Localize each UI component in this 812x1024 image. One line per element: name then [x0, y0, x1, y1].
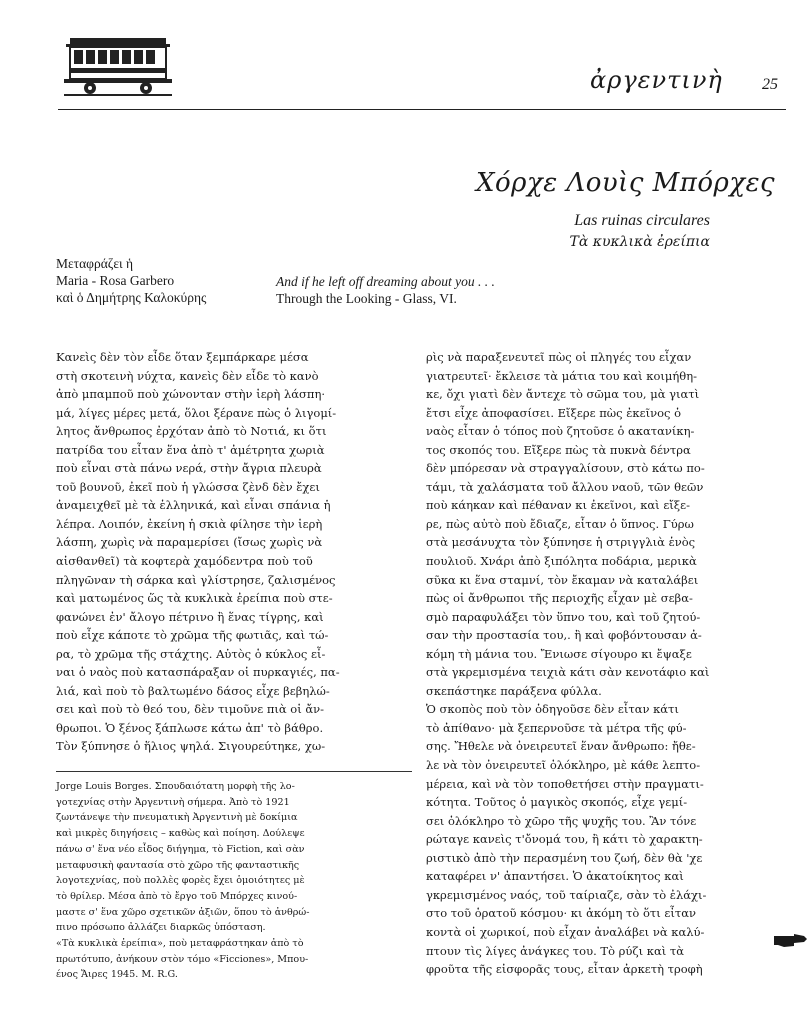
translator-line: Μεταφράζει ἡ	[56, 256, 134, 271]
text-line: φροῦτα τῆς εἰσφορᾶς τους, εἶταν ἀρκετὴ τροφὴ	[426, 962, 703, 977]
text-line: ποὺ κάηκαν καὶ πέθαναν κι ἐκεῖνοι, καὶ εἴξε-	[426, 498, 690, 513]
text-line: ρα, τὸ χρῶμα τῆς στάχτης. Αὐτὸς ὁ κύκλος εἶ-	[56, 646, 326, 661]
footnote-line: καὶ μικρὲς διηγήσεις – καθὼς καὶ ποίηση. Δούλεψε	[56, 828, 305, 840]
text-line: Κανεὶς δὲν τὸν εἶδε ὅταν ξεμπάρκαρε μέσα	[56, 350, 309, 364]
text-line: στὰ γκρεμισμένα τειχιὰ κάτι σὰν κενοτάφιο καὶ	[426, 665, 710, 680]
story-author: Χόρχε Λουὶς Μπόρχες	[476, 168, 776, 198]
text-line: ναὸς εἶταν ὁ τόπος ποὺ ζητοῦσε ὁ ακατανίκη-	[426, 424, 695, 439]
author-footnote	[56, 779, 414, 983]
translator-line: Maria - Rosa Garbero	[56, 273, 175, 288]
footnote-line: γοτεχνίας στὴν Ἀργεντινὴ σήμερα. Ἀπὸ τὸ 1921	[56, 796, 290, 808]
footnote-line: μεταφυσικὴ φαντασία στὸ χῶρο τῆς φανταστικῆς	[56, 859, 300, 871]
magazine-section-title: ἀργεντινὴ	[590, 66, 723, 94]
text-line: φανώνει ἐν' ἄλογο πέτρινο ἢ ἕνας τίγρης, καὶ	[56, 609, 324, 624]
text-line: σκεπάστηκε παράξενα φύλλα.	[426, 683, 602, 698]
text-line: μέρεια, καὶ νὰ τὸν τοποθετήσει στὴν πραγματι-	[426, 776, 704, 791]
text-line: ρε, πὼς αὐτὸ ποὺ ἔδιαζε, εἶταν ὁ ὕπνος. Γύρω	[426, 516, 694, 531]
text-line: λάσπη, χωρὶς νὰ παραμερίσει (ἴσως χωρὶς νὰ	[56, 535, 323, 550]
text-line: κοντὰ οἱ χωρικοί, ποὺ εἶχαν ἀναλάβει νὰ καλύ-	[426, 924, 705, 939]
text-line: Τὸν ξύπνησε ὁ ἥλιος ψηλά. Σιγουρεύτηκε, χω-	[56, 739, 326, 754]
text-line: τοῦ βουνοῦ, ἐκεῖ ποὺ ἡ γλώσσα ζὲνδ δὲν ἔχει	[56, 479, 320, 494]
header-divider	[58, 109, 786, 110]
text-line: καταφέρει ν' ἀπαντήσει. Ὁ ἀκατοίκητος καὶ	[426, 869, 684, 884]
text-line: τος σκοπός του. Εἴξερε πὼς τὰ πυκνὰ δέντρα	[426, 442, 691, 457]
footnote-line: πάνω σ' ἕνα νέο εἶδος διήγημα, τὸ Fiction, καὶ σὰν	[56, 843, 305, 855]
footnote-line: ζωντάνεψε τὴν πνευματικὴ Ἀργεντινὴ μὲ δοκίμια	[56, 812, 298, 824]
text-line: καὶ ματωμένος ὥς τὰ κυκλικὰ ἐρείπια ποὺ στε-	[56, 591, 333, 606]
text-line: λε νὰ τὸν ὀνειρευτεῖ ὁλόκληρο, μὲ κάθε λεπτο-	[426, 758, 701, 773]
text-line: ναι ὁ ναὸς ποὺ κατασπάραξαν οἱ πυρκαγιές, πα-	[56, 665, 340, 680]
text-line: ρώταγε κανεὶς τ'ὄνομά του, ἢ κάτι τὸ χαρακτη-	[426, 832, 703, 847]
footnote-line: πινο πρόσωπο ἀλλάζει διαρκῶς ὑπόσταση.	[56, 922, 266, 934]
text-line: ρὶς νὰ παραξενευτεῖ πὼς οἱ πληγές του εἶχαν	[426, 350, 692, 364]
footnote-divider	[56, 771, 412, 772]
text-line: κόμη τὴ μάνια του. Ἔνιωσε σίγουρο κι ἔψαξε	[426, 646, 692, 661]
text-line: σει καὶ ποὺ τὸ θεό του, δὲν τιμοῦνε πιὰ οἱ ἄν-	[56, 702, 325, 717]
text-line: λητος ἄνθρωπος ἐρχόταν ἀπὸ τὸ Νοτιά, κι ὅτι	[56, 424, 327, 439]
text-line: γιατρευτεῖ· ἔκλεισε τὰ μάτια του καὶ κοιμήθη-	[426, 368, 697, 383]
text-line: τάμι, τὰ χαλάσματα τοῦ ἄλλου ναοῦ, τῶν θεῶν	[426, 479, 704, 494]
footnote-line: Jorge Louis Borges. Σπουδαιότατη μορφὴ τῆς λο-	[56, 781, 295, 792]
text-line: θρωποι. Ὁ ξένος ξάπλωσε κάτω ἀπ' τὸ βάθρο.	[56, 720, 324, 735]
text-line: στὰ μεσάνυχτα τὸν ξύπνησε ἡ στριγγλιὰ ἑνὸς	[426, 535, 696, 550]
text-line: λιά, καὶ ποὺ τὸ βαλτωμένο δάσος εἶχε βεβηλώ-	[56, 683, 330, 698]
text-line: πὼς οἱ ἄνθρωποι τῆς περιοχῆς εἶχαν μὲ σεβα-	[426, 591, 693, 606]
page-number: 25	[762, 76, 778, 93]
text-line: πατρίδα του εἶταν ἕνα ἀπὸ τ' ἀμέτρητα χωριὰ	[56, 442, 325, 457]
text-line: δὲν μπόρεσαν νὰ στραγγαλίσουν, στὸ κάτω πο-	[426, 461, 705, 476]
text-line: λέπρα. Λοιπόν, ἐκείνη ἡ σκιὰ φίλησε τὴν ἱερὴ	[56, 516, 323, 531]
text-line: ἔτσι εἶχε ἀποφασίσει. Εἴξερε πὼς ἐκεῖνος ὁ	[426, 405, 682, 420]
text-line: σαν τὴν προστασία του,. ἢ καὶ φοβόντουσαν ἀ-	[426, 628, 702, 643]
text-line: σῦκα κι ἕνα σταμνί, τὸν ἔκαμαν νὰ καταλάβει	[426, 572, 699, 587]
text-line: γκρεμισμένος ναός, τοῦ ταίριαζε, σὰν τὸ ἐλάχι-	[426, 887, 707, 902]
text-line: ἀπὸ μπαμποῦ ποὺ χώνονταν στὴν ἱερὴ λάσπη·	[56, 387, 325, 402]
footnote-line: μαστε σ' ἕνα χῶρο σχετικῶν ἀξιῶν, ὅπου τὸ ἀνθρώ-	[56, 906, 310, 918]
text-line: Ὁ σκοπὸς ποὺ τὸν ὁδηγοῦσε δὲν εἶταν κάτι	[426, 702, 679, 717]
story-title-greek: Τὰ κυκλικὰ ἐρείπια	[569, 234, 710, 250]
text-line: μά, λίγες μέρες μετά, ὅλοι ξέρανε πὼς ὁ λιγομί-	[56, 405, 337, 420]
text-line: τὸ ἀπίθανο· μὰ ξεπερνοῦσε τὰ μέτρα τῆς φύ-	[426, 720, 687, 735]
footnote-line: λογοτεχνίας, ποὺ πολλὲς φορὲς ἔχει ὁμοιότητες μὲ	[56, 875, 305, 887]
translator-credit	[56, 255, 206, 306]
text-line: στο τοῦ ὁρατοῦ κόσμου· κι ἀκόμη τὸ ὅτι εἶταν	[426, 906, 696, 921]
footnote-line: τὸ θρίλερ. Μέσα ἀπὸ τὸ ἔργο τοῦ Μπόρχες κινού-	[56, 890, 298, 902]
text-line: ποὺ εἶχε κάποτε τὸ χρῶμα τῆς φωτιᾶς, καὶ τώ-	[56, 628, 329, 643]
text-line: σης. Ἤθελε νὰ ὀνειρευτεῖ ἕναν ἄνθρωπο: ἤθε-	[426, 739, 696, 754]
pointing-hand-icon	[774, 930, 808, 950]
text-line: σει ὁλόκληρο τὸ χῶρο τῆς ψυχῆς του. Ἂν τόνε	[426, 813, 697, 828]
epigraph	[276, 273, 495, 307]
text-line: ποὺ εἶναι στὰ πάνω νερά, στὴν ἄγρια πλευρὰ	[56, 461, 322, 476]
footnote-line: πρωτότυπο, ἀνήκουν στὸν τόμο «Ficciones», Μπου-	[56, 953, 309, 965]
text-line: αἰσθανθεῖ) τὰ κοφτερὰ χαμόδεντρα ποὺ τοῦ	[56, 554, 313, 569]
text-line: στὴ σκοτεινὴ νύχτα, κανεὶς δὲν εἶδε τὸ κανὸ	[56, 368, 319, 383]
text-line: ἀναμειχθεῖ μὲ τὰ ἑλληνικά, καὶ εἶναι σπάνια ἡ	[56, 498, 331, 513]
footnote-line: ένος Ἄιρες 1945. M. R.G.	[56, 969, 178, 981]
text-line: πληγῶναν τὴ σάρκα καὶ γλίστρησε, ζαλισμένος	[56, 572, 336, 587]
text-line: κότητα. Τοῦτος ὁ μαγικὸς σκοπός, εἶχε γεμί-	[426, 795, 688, 810]
translator-line: καὶ ὁ Δημήτρης Καλοκύρης	[56, 290, 207, 305]
story-title-spanish: Las ruinas circulares	[574, 212, 710, 229]
left-text-column	[56, 348, 412, 756]
text-line: πτουν τὶς λίγες ἀνάγκες του. Τὸ ρύζι καὶ τὰ	[426, 943, 685, 958]
text-line: πουλιοῦ. Χνάρι ἀπὸ ξιπόλητα ποδάρια, μερικὰ	[426, 554, 697, 569]
text-line: ριστικὸ ἀπὸ τὴν περασμένη του ζωή, δὲν θὰ 'χε	[426, 850, 703, 865]
footnote-line: «Τὰ κυκλικὰ ἐρείπια», ποὺ μεταφράστηκαν ἀπὸ τὸ	[56, 938, 304, 950]
text-line: σμὸ παραφυλάξει τὸν ὕπνο του, καὶ τοῦ ζητού-	[426, 609, 701, 624]
tram-car-illustration	[64, 30, 172, 100]
right-text-column	[426, 348, 786, 979]
epigraph-quote: And if he left off dreaming about you . . .	[276, 274, 495, 289]
text-line: κε, ὄχι γιατὶ δὲν ἄντεχε τὸ σῶμα του, μὰ γιατὶ	[426, 387, 700, 402]
epigraph-source: Through the Looking - Glass, VI.	[276, 291, 457, 306]
